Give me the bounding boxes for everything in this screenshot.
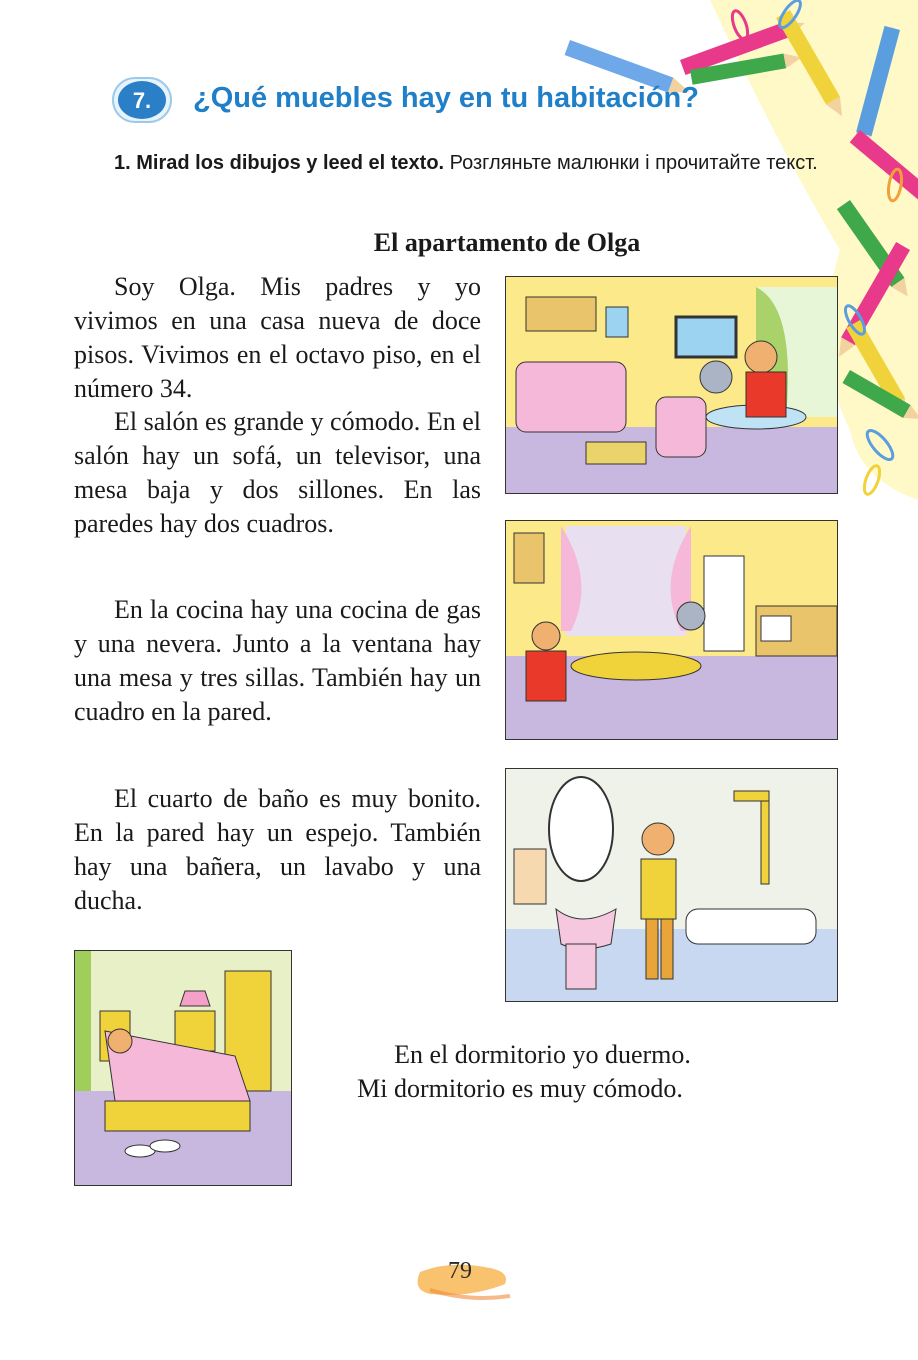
instruction-ukrainian: Розгляньте малюнки і прочитайте текст. xyxy=(449,152,818,174)
living-room-illustration xyxy=(505,276,838,494)
bedroom-line-1: En el dormitorio yo duermo. xyxy=(394,1040,691,1069)
lesson-title: ¿Qué muebles hay en tu habitación? xyxy=(193,82,699,114)
bathroom-illustration xyxy=(505,768,838,1002)
page-number: 79 xyxy=(448,1258,472,1284)
paragraph-intro: Soy Olga. Mis padres y yo vivimos en una casa nueva de doce pisos. Vivimos en el octavo piso, en el número 34. xyxy=(74,272,481,403)
page-number-area xyxy=(410,1250,520,1310)
bedroom-text xyxy=(300,1038,740,1106)
exercise-number: 1. xyxy=(114,152,131,174)
lesson-number: 7. xyxy=(132,88,152,113)
exercise-instruction xyxy=(74,148,844,178)
paragraph-living-room: El salón es grande y cómodo. En el salón hay un sofá, un televisor, una mesa baja y dos sillones. En las paredes hay dos cuadros. xyxy=(74,407,481,538)
bedroom-line-2: Mi dormitorio es muy cómodo. xyxy=(357,1074,683,1103)
bedroom-illustration xyxy=(74,950,292,1186)
reading-title: El apartamento de Olga xyxy=(373,228,641,257)
instruction-spanish: Mirad los dibujos y leed el texto. xyxy=(136,152,445,174)
lesson-number-badge xyxy=(112,77,172,123)
paragraph-kitchen: En la cocina hay una cocina de gas y una nevera. Junto a la ventana hay una mesa y tres sillas. También hay un cuadro en la pared. xyxy=(74,595,481,726)
paper-clip-icon xyxy=(861,464,883,496)
paragraph-bathroom: El cuarto de baño es muy bonito. En la pared hay un espejo. También hay una bañera, un lavabo y una ducha. xyxy=(74,784,481,915)
kitchen-illustration xyxy=(505,520,838,740)
